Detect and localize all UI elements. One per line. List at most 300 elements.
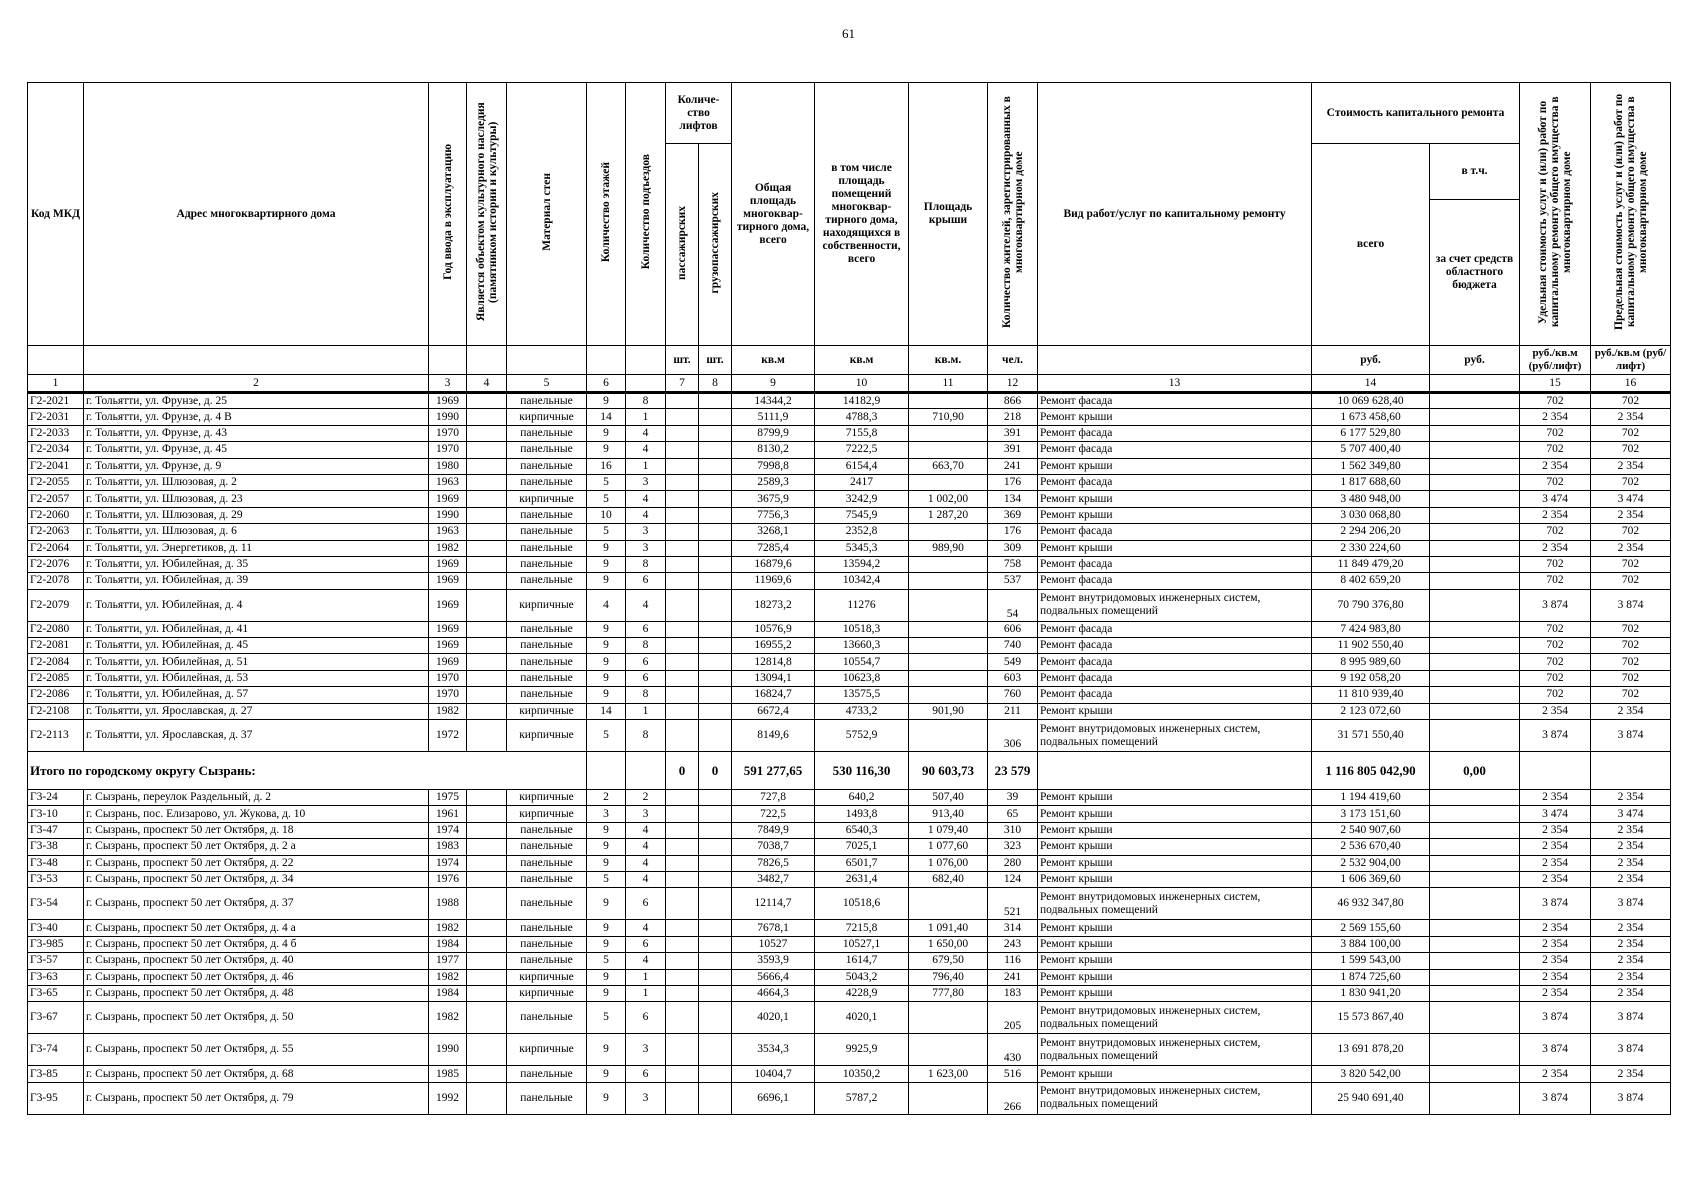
table-row [28,888,1671,920]
row-owned-area: 10623,8 [815,670,909,686]
row-residents: 521 [988,888,1038,920]
table-row [28,425,1671,441]
row-cargo [699,790,732,806]
row-code: Г2-2081 [28,638,84,654]
unit-residents: чел. [988,346,1038,375]
row-cargo [699,687,732,703]
row-total-area: 8149,6 [732,720,815,752]
row-code: Г2-2033 [28,425,84,441]
row-year: 1969 [429,556,467,572]
row-owned-area: 6154,4 [815,458,909,474]
row-residents: 134 [988,491,1038,507]
row-owned-area: 5345,3 [815,540,909,556]
table-row [28,703,1671,719]
row-material: панельные [507,442,587,458]
row-floors: 9 [587,985,626,1001]
row-unit-cost: 3 874 [1520,1034,1591,1066]
row-cost-total: 3 173 151,60 [1312,806,1430,822]
row-cultural [467,687,507,703]
row-work-type: Ремонт крыши [1038,920,1312,936]
row-max-cost: 3 874 [1591,888,1671,920]
row-cultural [467,556,507,572]
row-cost-regional [1430,687,1520,703]
row-entrances: 3 [626,524,666,540]
table-row [28,839,1671,855]
row-floors: 9 [587,839,626,855]
row-floors: 9 [587,425,626,441]
row-max-cost: 2 354 [1591,409,1671,425]
row-total-area: 4664,3 [732,985,815,1001]
row-total-area: 7756,3 [732,507,815,523]
row-roof-area: 507,40 [909,790,988,806]
row-entrances: 8 [626,393,666,409]
row-year: 1975 [429,790,467,806]
row-floors: 9 [587,920,626,936]
colnum: 5 [507,375,587,393]
row-total-area: 10527 [732,936,815,952]
row-cost-total: 3 480 948,00 [1312,491,1430,507]
row-cultural [467,1082,507,1114]
row-code: Г3-95 [28,1082,84,1114]
row-entrances: 4 [626,442,666,458]
row-work-type: Ремонт крыши [1038,822,1312,838]
row-max-cost: 702 [1591,687,1671,703]
row-passenger [666,953,699,969]
row-passenger [666,458,699,474]
row-total-area: 3675,9 [732,491,815,507]
row-address: г. Сызрань, пос. Елизарово, ул. Жукова, д. 10 [84,806,429,822]
row-work-type: Ремонт крыши [1038,806,1312,822]
row-passenger [666,888,699,920]
row-year: 1977 [429,953,467,969]
row-cargo [699,670,732,686]
row-passenger [666,822,699,838]
row-residents: 549 [988,654,1038,670]
row-max-cost: 702 [1591,621,1671,637]
row-unit-cost: 2 354 [1520,839,1591,855]
row-address: г. Тольятти, ул. Фрунзе, д. 43 [84,425,429,441]
colnum: 12 [988,375,1038,393]
row-passenger [666,871,699,887]
table-row [28,936,1671,952]
row-material: панельные [507,670,587,686]
row-max-cost: 2 354 [1591,855,1671,871]
table-body-total [28,752,1671,790]
row-max-cost: 2 354 [1591,540,1671,556]
row-unit-cost: 2 354 [1520,507,1591,523]
table-row [28,953,1671,969]
row-cultural [467,524,507,540]
row-passenger [666,573,699,589]
row-floors: 5 [587,720,626,752]
row-cost-regional [1430,720,1520,752]
row-cost-regional [1430,969,1520,985]
row-cost-regional [1430,654,1520,670]
row-address: г. Тольятти, ул. Юбилейная, д. 39 [84,573,429,589]
row-cultural [467,621,507,637]
total-cargo: 0 [699,752,732,790]
row-passenger [666,638,699,654]
row-floors: 9 [587,687,626,703]
row-cost-total: 15 573 867,40 [1312,1002,1430,1034]
row-roof-area [909,474,988,490]
row-floors: 2 [587,790,626,806]
row-owned-area: 10350,2 [815,1066,909,1082]
row-cargo [699,806,732,822]
row-max-cost: 2 354 [1591,458,1671,474]
row-max-cost: 3 474 [1591,806,1671,822]
header-code: Код МКД [28,83,84,346]
row-max-cost: 2 354 [1591,1066,1671,1082]
row-entrances: 3 [626,1082,666,1114]
row-entrances: 4 [626,822,666,838]
row-cargo [699,556,732,572]
row-owned-area: 14182,9 [815,393,909,409]
row-year: 1969 [429,491,467,507]
row-code: Г2-2078 [28,573,84,589]
row-cultural [467,1002,507,1034]
row-unit-cost: 2 354 [1520,540,1591,556]
row-year: 1963 [429,474,467,490]
row-material: кирпичные [507,806,587,822]
row-floors: 9 [587,654,626,670]
row-year: 1992 [429,1082,467,1114]
row-max-cost: 702 [1591,393,1671,409]
row-total-area: 7038,7 [732,839,815,855]
row-cargo [699,442,732,458]
row-unit-cost: 3 474 [1520,806,1591,822]
row-roof-area [909,556,988,572]
row-unit-cost: 2 354 [1520,790,1591,806]
row-cultural [467,425,507,441]
row-work-type: Ремонт крыши [1038,839,1312,855]
row-cultural [467,573,507,589]
row-cargo [699,474,732,490]
row-total-area: 16955,2 [732,638,815,654]
row-cost-regional [1430,839,1520,855]
table-row [28,621,1671,637]
row-owned-area: 7215,8 [815,920,909,936]
row-year: 1985 [429,1066,467,1082]
row-work-type: Ремонт фасада [1038,670,1312,686]
table-row [28,524,1671,540]
row-max-cost: 702 [1591,654,1671,670]
row-roof-area: 682,40 [909,871,988,887]
row-work-type: Ремонт крыши [1038,458,1312,474]
row-roof-area: 1 076,00 [909,855,988,871]
row-total-area: 3482,7 [732,871,815,887]
unit-cost-regional: руб. [1430,346,1520,375]
row-owned-area: 4788,3 [815,409,909,425]
row-address: г. Сызрань, проспект 50 лет Октября, д. 34 [84,871,429,887]
row-code: Г2-2108 [28,703,84,719]
row-cultural [467,1066,507,1082]
row-passenger [666,589,699,621]
row-unit-cost: 3 874 [1520,1082,1591,1114]
row-owned-area: 10518,6 [815,888,909,920]
colnum: 10 [815,375,909,393]
row-cultural [467,474,507,490]
unit-max-cost: руб./кв.м (руб/лифт) [1591,346,1671,375]
row-owned-area: 640,2 [815,790,909,806]
row-cargo [699,720,732,752]
row-floors: 9 [587,393,626,409]
row-cultural [467,839,507,855]
row-cost-total: 8 402 659,20 [1312,573,1430,589]
row-entrances: 4 [626,920,666,936]
row-year: 1969 [429,621,467,637]
row-passenger [666,855,699,871]
row-passenger [666,936,699,952]
row-code: Г3-985 [28,936,84,952]
row-code: Г2-2041 [28,458,84,474]
row-code: Г2-2113 [28,720,84,752]
row-owned-area: 10527,1 [815,936,909,952]
row-work-type: Ремонт крыши [1038,936,1312,952]
row-owned-area: 10554,7 [815,654,909,670]
row-unit-cost: 702 [1520,524,1591,540]
row-cargo [699,458,732,474]
row-year: 1988 [429,888,467,920]
row-residents: 205 [988,1002,1038,1034]
header-cost: Стоимость капитального ремонта [1312,83,1520,144]
row-cost-regional [1430,1002,1520,1034]
row-owned-area: 13594,2 [815,556,909,572]
row-entrances: 4 [626,491,666,507]
row-year: 1976 [429,871,467,887]
table-row [28,985,1671,1001]
row-entrances: 3 [626,474,666,490]
row-year: 1969 [429,393,467,409]
row-entrances: 3 [626,540,666,556]
row-max-cost: 3 874 [1591,589,1671,621]
row-floors: 9 [587,1034,626,1066]
row-address: г. Сызрань, проспект 50 лет Октября, д. 22 [84,855,429,871]
row-roof-area: 989,90 [909,540,988,556]
row-floors: 9 [587,573,626,589]
row-address: г. Сызрань, проспект 50 лет Октября, д. 79 [84,1082,429,1114]
row-address: г. Тольятти, ул. Ярославская, д. 27 [84,703,429,719]
row-cultural [467,442,507,458]
row-cost-regional [1430,985,1520,1001]
row-material: панельные [507,1002,587,1034]
row-cost-total: 70 790 376,80 [1312,589,1430,621]
row-code: Г2-2076 [28,556,84,572]
row-entrances: 6 [626,936,666,952]
row-residents: 430 [988,1034,1038,1066]
row-cost-regional [1430,888,1520,920]
row-residents: 39 [988,790,1038,806]
row-passenger [666,790,699,806]
colnum: 7 [666,375,699,393]
row-cost-regional [1430,556,1520,572]
row-roof-area [909,1002,988,1034]
row-code: Г2-2084 [28,654,84,670]
row-passenger [666,409,699,425]
row-entrances: 4 [626,589,666,621]
header-total-area: Общая площадь многоквар-тирного дома, всего [732,83,815,346]
row-address: г. Тольятти, ул. Ярославская, д. 37 [84,720,429,752]
row-total-area: 10404,7 [732,1066,815,1082]
row-cargo [699,1066,732,1082]
row-floors: 5 [587,871,626,887]
row-code: Г3-85 [28,1066,84,1082]
row-code: Г3-54 [28,888,84,920]
row-material: панельные [507,458,587,474]
row-max-cost: 702 [1591,442,1671,458]
row-max-cost: 2 354 [1591,936,1671,952]
row-owned-area: 4733,2 [815,703,909,719]
row-owned-area: 1614,7 [815,953,909,969]
row-residents: 309 [988,540,1038,556]
row-address: г. Тольятти, ул. Юбилейная, д. 51 [84,654,429,670]
header-cost-total: всего [1312,144,1430,346]
row-cargo [699,1002,732,1034]
row-year: 1974 [429,855,467,871]
row-passenger [666,556,699,572]
row-floors: 9 [587,969,626,985]
row-floors: 9 [587,822,626,838]
colnum: 15 [1520,375,1591,393]
row-cultural [467,589,507,621]
row-unit-cost: 3 874 [1520,589,1591,621]
row-roof-area: 796,40 [909,969,988,985]
row-roof-area [909,1082,988,1114]
row-entrances: 6 [626,1066,666,1082]
table-row [28,687,1671,703]
row-unit-cost: 702 [1520,573,1591,589]
row-max-cost: 3 874 [1591,1082,1671,1114]
row-cost-total: 1 599 543,00 [1312,953,1430,969]
row-cost-regional [1430,806,1520,822]
row-roof-area [909,621,988,637]
table-row [28,458,1671,474]
row-material: кирпичные [507,1034,587,1066]
row-material: панельные [507,638,587,654]
row-cargo [699,888,732,920]
total-roof: 90 603,73 [909,752,988,790]
row-total-area: 3534,3 [732,1034,815,1066]
row-material: панельные [507,524,587,540]
row-residents: 740 [988,638,1038,654]
row-passenger [666,540,699,556]
row-passenger [666,654,699,670]
row-entrances: 6 [626,1002,666,1034]
table-row [28,589,1671,621]
row-address: г. Сызрань, проспект 50 лет Октября, д. 2 а [84,839,429,855]
row-unit-cost: 2 354 [1520,703,1591,719]
row-cost-total: 10 069 628,40 [1312,393,1430,409]
row-unit-cost: 702 [1520,556,1591,572]
row-code: Г3-63 [28,969,84,985]
row-address: г. Тольятти, ул. Шлюзовая, д. 23 [84,491,429,507]
row-cost-total: 1 562 349,80 [1312,458,1430,474]
row-owned-area: 7025,1 [815,839,909,855]
row-total-area: 16879,6 [732,556,815,572]
header-roof-area: Площадь крыши [909,83,988,346]
row-cargo [699,1034,732,1066]
row-cost-regional [1430,507,1520,523]
row-cost-total: 2 569 155,60 [1312,920,1430,936]
row-unit-cost: 702 [1520,687,1591,703]
row-passenger [666,806,699,822]
row-material: панельные [507,654,587,670]
row-material: панельные [507,936,587,952]
row-unit-cost: 2 354 [1520,920,1591,936]
row-cost-total: 6 177 529,80 [1312,425,1430,441]
header-address: Адрес многоквартирного дома [84,83,429,346]
row-floors: 5 [587,1002,626,1034]
row-entrances: 4 [626,855,666,871]
table-row [28,720,1671,752]
row-residents: 241 [988,969,1038,985]
table-row [28,409,1671,425]
row-entrances: 1 [626,409,666,425]
row-max-cost: 2 354 [1591,969,1671,985]
row-unit-cost: 3 474 [1520,491,1591,507]
total-passenger: 0 [666,752,699,790]
row-unit-cost: 2 354 [1520,953,1591,969]
table-row [28,822,1671,838]
row-year: 1970 [429,670,467,686]
row-work-type: Ремонт крыши [1038,855,1312,871]
row-owned-area: 2631,4 [815,871,909,887]
header-year: Год ввода в эксплуатацию [441,144,454,280]
row-code: Г3-67 [28,1002,84,1034]
row-entrances: 1 [626,458,666,474]
row-unit-cost: 702 [1520,654,1591,670]
header-incl: в т.ч. [1430,144,1520,200]
row-entrances: 8 [626,638,666,654]
row-total-area: 12814,8 [732,654,815,670]
total-residents: 23 579 [988,752,1038,790]
row-total-area: 727,8 [732,790,815,806]
row-total-area: 14344,2 [732,393,815,409]
row-residents: 606 [988,621,1038,637]
row-total-area: 3268,1 [732,524,815,540]
row-material: панельные [507,425,587,441]
row-cultural [467,790,507,806]
row-work-type: Ремонт крыши [1038,985,1312,1001]
row-total-area: 7285,4 [732,540,815,556]
row-cultural [467,491,507,507]
header-material: Материал стен [540,173,553,251]
row-cargo [699,985,732,1001]
row-total-area: 5111,9 [732,409,815,425]
table-row [28,806,1671,822]
row-material: панельные [507,474,587,490]
row-material: панельные [507,953,587,969]
row-cargo [699,920,732,936]
table-row [28,1082,1671,1114]
row-work-type: Ремонт крыши [1038,1066,1312,1082]
row-work-type: Ремонт крыши [1038,969,1312,985]
row-year: 1984 [429,985,467,1001]
colnum: 8 [699,375,732,393]
row-cost-total: 2 123 072,60 [1312,703,1430,719]
row-year: 1990 [429,1034,467,1066]
row-material: панельные [507,687,587,703]
row-entrances: 6 [626,670,666,686]
row-passenger [666,920,699,936]
row-floors: 14 [587,409,626,425]
row-owned-area: 13660,3 [815,638,909,654]
row-floors: 9 [587,442,626,458]
row-passenger [666,524,699,540]
row-entrances: 4 [626,425,666,441]
row-code: Г2-2080 [28,621,84,637]
row-cargo [699,524,732,540]
